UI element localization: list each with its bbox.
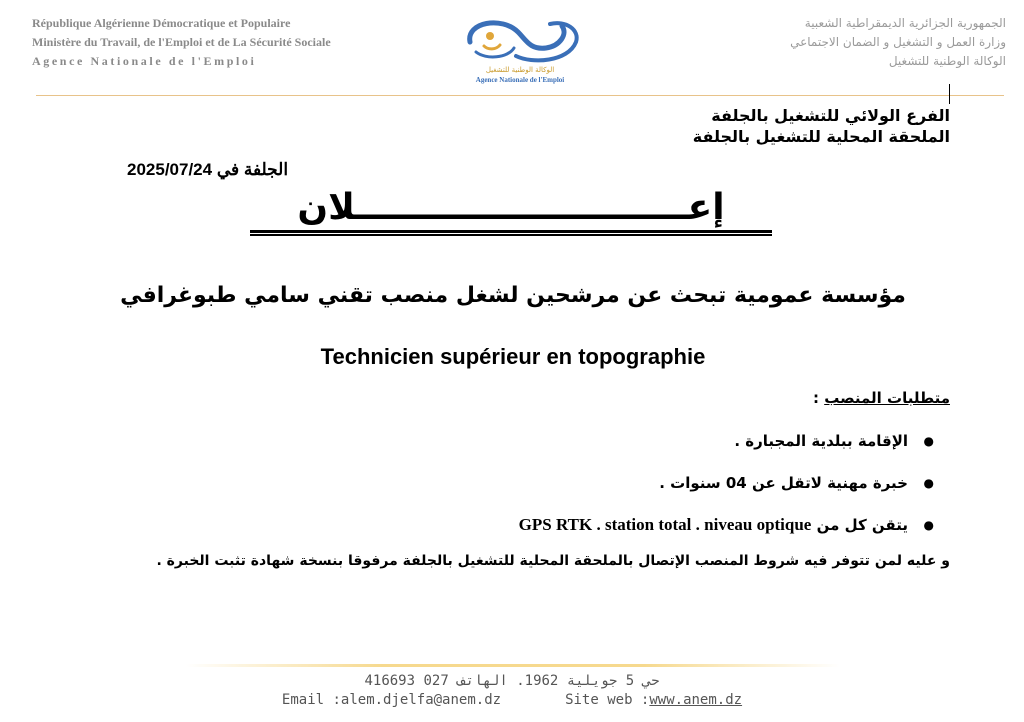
requirements-title-text: متطلبات المنصب bbox=[824, 389, 950, 407]
header-ar-ministry: وزارة العمل و التشغيل و الضمان الاجتماعي bbox=[790, 35, 1006, 49]
list-item bbox=[519, 468, 934, 510]
logo-french-name: Agence Nationale de l'Emploi bbox=[475, 76, 565, 84]
branch-block bbox=[693, 105, 950, 147]
requirements-title-colon: : bbox=[812, 389, 825, 407]
header-french bbox=[32, 14, 331, 71]
requirement-residence: الإقامة ببلدية المجبارة . bbox=[734, 432, 908, 450]
header-fr-republic: République Algérienne Démocratique et Populaire bbox=[32, 16, 291, 30]
announcement-title: إعـــــــــــــــــــــــــــلان bbox=[250, 188, 772, 233]
header-arabic bbox=[790, 14, 1006, 71]
header-ar-agency: الوكالة الوطنية للتشغيل bbox=[888, 54, 1006, 68]
branch-line-1: الفرع الولائي للتشغيل بالجلفة bbox=[711, 106, 950, 125]
requirement-skills: يتقن كل من bbox=[816, 516, 908, 534]
footer-address: حي 5 جويلية 1962. الهاتف 027 416693 bbox=[364, 673, 660, 689]
header-ar-republic: الجمهورية الجزائرية الديمقراطية الشعبية bbox=[804, 16, 1006, 30]
position-french: Technicien supérieur en topographie bbox=[320, 344, 706, 369]
header-fr-ministry: Ministère du Travail, de l'Emploi et de La Sécurité Sociale bbox=[32, 35, 331, 49]
requirements-title bbox=[813, 389, 950, 407]
footer-site-link[interactable]: www.anem.dz bbox=[649, 692, 743, 708]
title-double-underline bbox=[250, 234, 772, 236]
headline: مؤسسة عمومية تبحث عن مرشحين لشغل منصب تقني سامي طبوغرافي bbox=[120, 283, 906, 308]
date-line: الجلفة في 2025/07/24 bbox=[127, 160, 289, 179]
closing-paragraph: و عليه لمن تتوفر فيه شروط المنصب الإتصال بالملحقة المحلية للتشغيل بالجلفة مرفوقا بنسخة شهادة تثبت الخبرة . bbox=[156, 553, 950, 569]
footer-email: Email :alem.djelfa@anem.dz bbox=[281, 692, 502, 708]
footer-contact bbox=[0, 692, 1024, 708]
requirement-tools: GPS RTK . station total . niveau optique bbox=[518, 515, 812, 534]
header-divider bbox=[36, 95, 1004, 96]
branch-line-2: الملحقة المحلية للتشغيل بالجلفة bbox=[692, 127, 950, 146]
requirements-list bbox=[519, 426, 934, 552]
logo-arabic-name: الوكالة الوطنية للتشغيل bbox=[485, 66, 555, 74]
list-item bbox=[519, 426, 934, 468]
footer-site-label: Site web : bbox=[565, 692, 650, 708]
header-fr-agency: Agence Nationale de l'Emploi bbox=[32, 54, 257, 68]
footer-divider bbox=[186, 664, 840, 667]
margin-mark bbox=[949, 84, 950, 104]
list-item bbox=[519, 510, 934, 552]
requirement-experience: خبرة مهنية لاتقل عن 04 سنوات . bbox=[659, 474, 908, 492]
